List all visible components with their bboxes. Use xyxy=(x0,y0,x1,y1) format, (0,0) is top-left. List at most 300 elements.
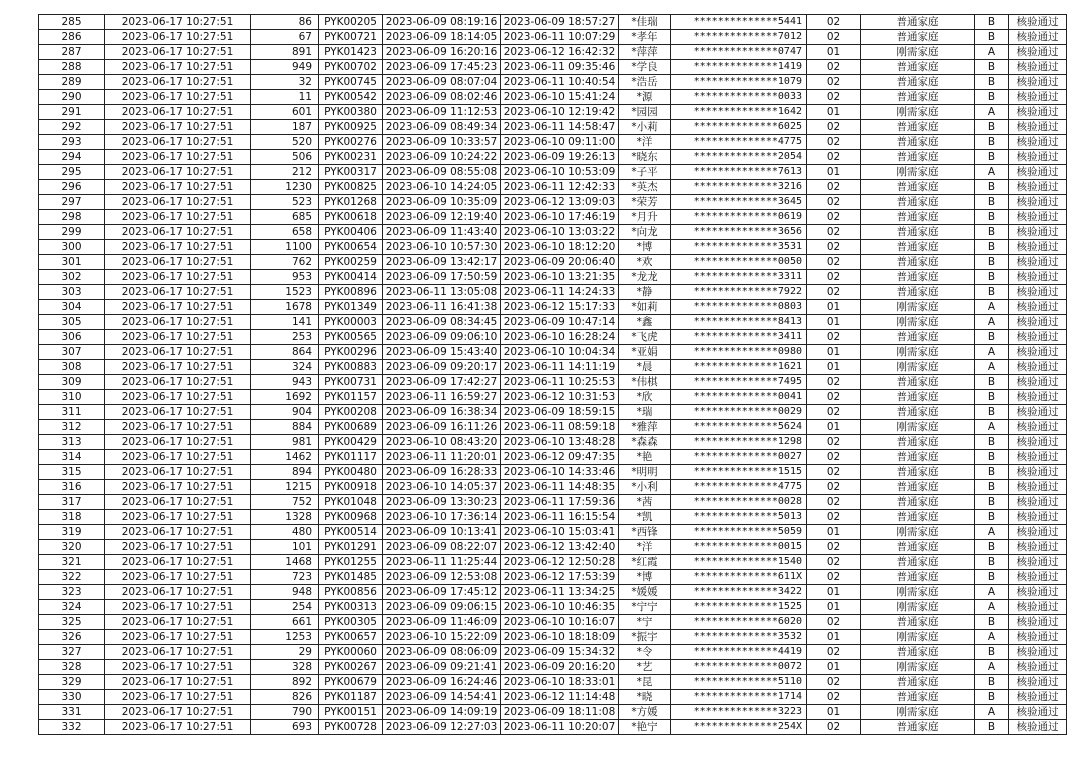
cell-number: 141 xyxy=(251,315,319,330)
cell-household-type: 普通家庭 xyxy=(861,60,975,75)
cell-status: 核验通过 xyxy=(1009,195,1067,210)
cell-start-time: 2023-06-09 11:43:40 xyxy=(383,225,501,240)
cell-type-code: 02 xyxy=(807,480,861,495)
cell-start-time: 2023-06-10 08:43:20 xyxy=(383,435,501,450)
cell-household-type: 普通家庭 xyxy=(861,30,975,45)
table-row xyxy=(39,615,1067,630)
cell-seq: 315 xyxy=(39,465,105,480)
cell-id-masked: **************3311 xyxy=(671,270,807,285)
cell-grade: B xyxy=(975,180,1009,195)
cell-report-time: 2023-06-17 10:27:51 xyxy=(105,120,251,135)
cell-end-time: 2023-06-11 09:35:46 xyxy=(501,60,619,75)
cell-id-masked: **************0980 xyxy=(671,345,807,360)
cell-status: 核验通过 xyxy=(1009,645,1067,660)
table-row xyxy=(39,555,1067,570)
cell-id: PYK00276 xyxy=(319,135,383,150)
cell-report-time: 2023-06-17 10:27:51 xyxy=(105,585,251,600)
cell-household-type: 刚需家庭 xyxy=(861,45,975,60)
table-row xyxy=(39,570,1067,585)
cell-status: 核验通过 xyxy=(1009,510,1067,525)
cell-id: PYK00151 xyxy=(319,705,383,720)
cell-household-type: 普通家庭 xyxy=(861,390,975,405)
cell-household-type: 刚需家庭 xyxy=(861,660,975,675)
table-row xyxy=(39,585,1067,600)
cell-id: PYK01423 xyxy=(319,45,383,60)
cell-seq: 304 xyxy=(39,300,105,315)
cell-status: 核验通过 xyxy=(1009,225,1067,240)
cell-name: *方媛 xyxy=(619,705,671,720)
cell-grade: B xyxy=(975,330,1009,345)
cell-seq: 308 xyxy=(39,360,105,375)
cell-id: PYK01157 xyxy=(319,390,383,405)
cell-seq: 313 xyxy=(39,435,105,450)
cell-end-time: 2023-06-12 17:53:39 xyxy=(501,570,619,585)
cell-name: *浩岳 xyxy=(619,75,671,90)
cell-status: 核验通过 xyxy=(1009,495,1067,510)
cell-number: 826 xyxy=(251,690,319,705)
cell-name: *振宇 xyxy=(619,630,671,645)
cell-name: *艳 xyxy=(619,450,671,465)
cell-id-masked: **************5624 xyxy=(671,420,807,435)
cell-status: 核验通过 xyxy=(1009,690,1067,705)
cell-status: 核验通过 xyxy=(1009,90,1067,105)
cell-id: PYK00060 xyxy=(319,645,383,660)
cell-status: 核验通过 xyxy=(1009,600,1067,615)
cell-id-masked: **************0072 xyxy=(671,660,807,675)
cell-start-time: 2023-06-09 11:12:53 xyxy=(383,105,501,120)
cell-id: PYK01048 xyxy=(319,495,383,510)
cell-name: *如莉 xyxy=(619,300,671,315)
cell-end-time: 2023-06-10 10:46:35 xyxy=(501,600,619,615)
cell-seq: 289 xyxy=(39,75,105,90)
table-body xyxy=(39,15,1067,735)
cell-seq: 301 xyxy=(39,255,105,270)
cell-report-time: 2023-06-17 10:27:51 xyxy=(105,60,251,75)
cell-number: 693 xyxy=(251,720,319,735)
cell-id-masked: **************4775 xyxy=(671,480,807,495)
cell-number: 601 xyxy=(251,105,319,120)
cell-status: 核验通过 xyxy=(1009,345,1067,360)
cell-end-time: 2023-06-10 13:03:22 xyxy=(501,225,619,240)
cell-name: *小利 xyxy=(619,480,671,495)
cell-seq: 326 xyxy=(39,630,105,645)
cell-name: *月升 xyxy=(619,210,671,225)
cell-type-code: 02 xyxy=(807,405,861,420)
cell-seq: 297 xyxy=(39,195,105,210)
cell-number: 480 xyxy=(251,525,319,540)
table-row xyxy=(39,300,1067,315)
cell-status: 核验通过 xyxy=(1009,705,1067,720)
cell-name: *令 xyxy=(619,645,671,660)
cell-report-time: 2023-06-17 10:27:51 xyxy=(105,480,251,495)
cell-id-masked: **************3531 xyxy=(671,240,807,255)
cell-end-time: 2023-06-10 13:48:28 xyxy=(501,435,619,450)
cell-number: 953 xyxy=(251,270,319,285)
cell-end-time: 2023-06-12 11:14:48 xyxy=(501,690,619,705)
cell-household-type: 普通家庭 xyxy=(861,75,975,90)
cell-id: PYK00380 xyxy=(319,105,383,120)
cell-id: PYK00317 xyxy=(319,165,383,180)
cell-household-type: 普通家庭 xyxy=(861,270,975,285)
table-row xyxy=(39,660,1067,675)
cell-report-time: 2023-06-17 10:27:51 xyxy=(105,450,251,465)
cell-start-time: 2023-06-09 12:53:08 xyxy=(383,570,501,585)
cell-report-time: 2023-06-17 10:27:51 xyxy=(105,75,251,90)
cell-report-time: 2023-06-17 10:27:51 xyxy=(105,30,251,45)
cell-id: PYK00565 xyxy=(319,330,383,345)
cell-household-type: 普通家庭 xyxy=(861,15,975,30)
cell-seq: 317 xyxy=(39,495,105,510)
cell-end-time: 2023-06-11 13:34:25 xyxy=(501,585,619,600)
cell-start-time: 2023-06-09 16:24:46 xyxy=(383,675,501,690)
cell-type-code: 02 xyxy=(807,495,861,510)
cell-id: PYK00542 xyxy=(319,90,383,105)
cell-grade: B xyxy=(975,570,1009,585)
cell-name: *博 xyxy=(619,570,671,585)
cell-start-time: 2023-06-09 17:42:27 xyxy=(383,375,501,390)
cell-end-time: 2023-06-10 18:18:09 xyxy=(501,630,619,645)
cell-id-masked: **************0027 xyxy=(671,450,807,465)
cell-id: PYK00689 xyxy=(319,420,383,435)
cell-end-time: 2023-06-10 13:21:35 xyxy=(501,270,619,285)
cell-id: PYK00414 xyxy=(319,270,383,285)
cell-id-masked: **************1298 xyxy=(671,435,807,450)
cell-status: 核验通过 xyxy=(1009,525,1067,540)
cell-name: *艺 xyxy=(619,660,671,675)
cell-start-time: 2023-06-09 10:35:09 xyxy=(383,195,501,210)
cell-seq: 294 xyxy=(39,150,105,165)
cell-status: 核验通过 xyxy=(1009,555,1067,570)
cell-household-type: 普通家庭 xyxy=(861,465,975,480)
cell-id-masked: **************0033 xyxy=(671,90,807,105)
cell-name: *博 xyxy=(619,240,671,255)
cell-start-time: 2023-06-09 16:20:16 xyxy=(383,45,501,60)
cell-name: *亚娟 xyxy=(619,345,671,360)
cell-end-time: 2023-06-11 10:40:54 xyxy=(501,75,619,90)
cell-report-time: 2023-06-17 10:27:51 xyxy=(105,570,251,585)
cell-seq: 303 xyxy=(39,285,105,300)
cell-id-masked: **************7495 xyxy=(671,375,807,390)
cell-start-time: 2023-06-09 15:43:40 xyxy=(383,345,501,360)
table-row xyxy=(39,525,1067,540)
cell-report-time: 2023-06-17 10:27:51 xyxy=(105,300,251,315)
table-row xyxy=(39,210,1067,225)
cell-end-time: 2023-06-11 16:15:54 xyxy=(501,510,619,525)
cell-number: 864 xyxy=(251,345,319,360)
cell-household-type: 普通家庭 xyxy=(861,135,975,150)
cell-number: 1230 xyxy=(251,180,319,195)
cell-report-time: 2023-06-17 10:27:51 xyxy=(105,660,251,675)
cell-status: 核验通过 xyxy=(1009,480,1067,495)
cell-id-masked: **************0028 xyxy=(671,495,807,510)
cell-number: 328 xyxy=(251,660,319,675)
cell-id: PYK00825 xyxy=(319,180,383,195)
cell-start-time: 2023-06-09 11:46:09 xyxy=(383,615,501,630)
cell-start-time: 2023-06-09 08:07:04 xyxy=(383,75,501,90)
cell-number: 949 xyxy=(251,60,319,75)
cell-name: *鑫 xyxy=(619,315,671,330)
cell-seq: 312 xyxy=(39,420,105,435)
cell-report-time: 2023-06-17 10:27:51 xyxy=(105,420,251,435)
cell-name: *媛媛 xyxy=(619,585,671,600)
table-row xyxy=(39,180,1067,195)
cell-number: 523 xyxy=(251,195,319,210)
cell-number: 752 xyxy=(251,495,319,510)
cell-grade: A xyxy=(975,105,1009,120)
cell-id-masked: **************6020 xyxy=(671,615,807,630)
cell-grade: B xyxy=(975,690,1009,705)
cell-number: 101 xyxy=(251,540,319,555)
cell-start-time: 2023-06-09 16:11:26 xyxy=(383,420,501,435)
cell-seq: 288 xyxy=(39,60,105,75)
cell-start-time: 2023-06-09 16:38:34 xyxy=(383,405,501,420)
cell-report-time: 2023-06-17 10:27:51 xyxy=(105,240,251,255)
cell-household-type: 普通家庭 xyxy=(861,225,975,240)
cell-id: PYK00618 xyxy=(319,210,383,225)
cell-id-masked: **************1621 xyxy=(671,360,807,375)
cell-seq: 327 xyxy=(39,645,105,660)
cell-id-masked: **************3216 xyxy=(671,180,807,195)
cell-status: 核验通过 xyxy=(1009,465,1067,480)
cell-end-time: 2023-06-09 18:11:08 xyxy=(501,705,619,720)
cell-end-time: 2023-06-11 10:07:29 xyxy=(501,30,619,45)
cell-name: *晓东 xyxy=(619,150,671,165)
cell-number: 685 xyxy=(251,210,319,225)
cell-start-time: 2023-06-10 15:22:09 xyxy=(383,630,501,645)
cell-type-code: 01 xyxy=(807,705,861,720)
cell-id: PYK01268 xyxy=(319,195,383,210)
cell-seq: 314 xyxy=(39,450,105,465)
cell-report-time: 2023-06-17 10:27:51 xyxy=(105,540,251,555)
cell-grade: B xyxy=(975,195,1009,210)
cell-name: *森森 xyxy=(619,435,671,450)
cell-report-time: 2023-06-17 10:27:51 xyxy=(105,465,251,480)
cell-id: PYK00259 xyxy=(319,255,383,270)
cell-grade: B xyxy=(975,75,1009,90)
cell-status: 核验通过 xyxy=(1009,270,1067,285)
cell-end-time: 2023-06-11 14:58:47 xyxy=(501,120,619,135)
cell-grade: B xyxy=(975,555,1009,570)
cell-grade: B xyxy=(975,465,1009,480)
cell-id: PYK01255 xyxy=(319,555,383,570)
cell-end-time: 2023-06-10 15:03:41 xyxy=(501,525,619,540)
cell-number: 1253 xyxy=(251,630,319,645)
table-row xyxy=(39,375,1067,390)
cell-start-time: 2023-06-09 10:24:22 xyxy=(383,150,501,165)
table-row xyxy=(39,90,1067,105)
cell-start-time: 2023-06-11 11:20:01 xyxy=(383,450,501,465)
cell-type-code: 01 xyxy=(807,420,861,435)
table-row xyxy=(39,465,1067,480)
cell-type-code: 02 xyxy=(807,645,861,660)
cell-id: PYK00728 xyxy=(319,720,383,735)
cell-number: 904 xyxy=(251,405,319,420)
cell-report-time: 2023-06-17 10:27:51 xyxy=(105,690,251,705)
cell-end-time: 2023-06-09 15:34:32 xyxy=(501,645,619,660)
cell-type-code: 02 xyxy=(807,75,861,90)
cell-start-time: 2023-06-09 17:45:12 xyxy=(383,585,501,600)
cell-start-time: 2023-06-11 16:41:38 xyxy=(383,300,501,315)
table-row xyxy=(39,600,1067,615)
cell-number: 891 xyxy=(251,45,319,60)
cell-household-type: 普通家庭 xyxy=(861,330,975,345)
cell-seq: 290 xyxy=(39,90,105,105)
cell-id-masked: **************0747 xyxy=(671,45,807,60)
cell-start-time: 2023-06-09 16:28:33 xyxy=(383,465,501,480)
table-row xyxy=(39,345,1067,360)
cell-id: PYK01291 xyxy=(319,540,383,555)
cell-status: 核验通过 xyxy=(1009,615,1067,630)
cell-id: PYK00654 xyxy=(319,240,383,255)
cell-number: 1678 xyxy=(251,300,319,315)
cell-report-time: 2023-06-17 10:27:51 xyxy=(105,135,251,150)
cell-id: PYK00208 xyxy=(319,405,383,420)
cell-household-type: 普通家庭 xyxy=(861,450,975,465)
cell-household-type: 普通家庭 xyxy=(861,495,975,510)
cell-number: 212 xyxy=(251,165,319,180)
cell-report-time: 2023-06-17 10:27:51 xyxy=(105,555,251,570)
cell-grade: A xyxy=(975,585,1009,600)
records-table xyxy=(38,14,1067,735)
cell-report-time: 2023-06-17 10:27:51 xyxy=(105,195,251,210)
cell-id-masked: **************8413 xyxy=(671,315,807,330)
cell-start-time: 2023-06-09 09:21:41 xyxy=(383,660,501,675)
cell-id: PYK00305 xyxy=(319,615,383,630)
cell-end-time: 2023-06-09 18:57:27 xyxy=(501,15,619,30)
cell-status: 核验通过 xyxy=(1009,315,1067,330)
cell-status: 核验通过 xyxy=(1009,570,1067,585)
cell-name: *欢 xyxy=(619,255,671,270)
cell-id-masked: **************0619 xyxy=(671,210,807,225)
cell-household-type: 普通家庭 xyxy=(861,690,975,705)
cell-number: 1100 xyxy=(251,240,319,255)
cell-end-time: 2023-06-11 14:24:33 xyxy=(501,285,619,300)
cell-household-type: 刚需家庭 xyxy=(861,165,975,180)
table-row xyxy=(39,630,1067,645)
cell-grade: A xyxy=(975,420,1009,435)
cell-name: *瑞 xyxy=(619,405,671,420)
cell-number: 661 xyxy=(251,615,319,630)
cell-end-time: 2023-06-10 16:28:24 xyxy=(501,330,619,345)
cell-household-type: 普通家庭 xyxy=(861,240,975,255)
cell-start-time: 2023-06-09 17:45:23 xyxy=(383,60,501,75)
cell-end-time: 2023-06-12 13:09:03 xyxy=(501,195,619,210)
cell-id-masked: **************611X xyxy=(671,570,807,585)
cell-end-time: 2023-06-12 15:17:33 xyxy=(501,300,619,315)
cell-seq: 318 xyxy=(39,510,105,525)
cell-status: 核验通过 xyxy=(1009,15,1067,30)
cell-name: *孝年 xyxy=(619,30,671,45)
cell-grade: B xyxy=(975,405,1009,420)
cell-start-time: 2023-06-09 08:22:07 xyxy=(383,540,501,555)
cell-start-time: 2023-06-09 12:27:03 xyxy=(383,720,501,735)
cell-grade: B xyxy=(975,615,1009,630)
cell-status: 核验通过 xyxy=(1009,375,1067,390)
cell-name: *园园 xyxy=(619,105,671,120)
cell-report-time: 2023-06-17 10:27:51 xyxy=(105,360,251,375)
cell-type-code: 01 xyxy=(807,585,861,600)
cell-grade: B xyxy=(975,375,1009,390)
cell-type-code: 02 xyxy=(807,255,861,270)
cell-type-code: 02 xyxy=(807,615,861,630)
cell-end-time: 2023-06-11 10:20:07 xyxy=(501,720,619,735)
cell-type-code: 02 xyxy=(807,270,861,285)
cell-report-time: 2023-06-17 10:27:51 xyxy=(105,150,251,165)
cell-id-masked: **************0050 xyxy=(671,255,807,270)
cell-seq: 305 xyxy=(39,315,105,330)
cell-report-time: 2023-06-17 10:27:51 xyxy=(105,315,251,330)
cell-id-masked: **************254X xyxy=(671,720,807,735)
cell-report-time: 2023-06-17 10:27:51 xyxy=(105,210,251,225)
cell-start-time: 2023-06-09 14:54:41 xyxy=(383,690,501,705)
cell-number: 762 xyxy=(251,255,319,270)
cell-household-type: 普通家庭 xyxy=(861,675,975,690)
cell-household-type: 普通家庭 xyxy=(861,90,975,105)
cell-end-time: 2023-06-11 14:48:35 xyxy=(501,480,619,495)
cell-type-code: 01 xyxy=(807,315,861,330)
cell-id-masked: **************1540 xyxy=(671,555,807,570)
cell-seq: 307 xyxy=(39,345,105,360)
cell-report-time: 2023-06-17 10:27:51 xyxy=(105,105,251,120)
cell-seq: 291 xyxy=(39,105,105,120)
cell-id-masked: **************6025 xyxy=(671,120,807,135)
cell-name: *西锋 xyxy=(619,525,671,540)
cell-start-time: 2023-06-10 17:36:14 xyxy=(383,510,501,525)
cell-seq: 296 xyxy=(39,180,105,195)
cell-id: PYK00205 xyxy=(319,15,383,30)
cell-grade: B xyxy=(975,90,1009,105)
cell-start-time: 2023-06-11 11:25:44 xyxy=(383,555,501,570)
cell-seq: 302 xyxy=(39,270,105,285)
cell-household-type: 刚需家庭 xyxy=(861,360,975,375)
cell-grade: A xyxy=(975,525,1009,540)
cell-household-type: 普通家庭 xyxy=(861,405,975,420)
cell-type-code: 01 xyxy=(807,360,861,375)
cell-start-time: 2023-06-09 08:02:46 xyxy=(383,90,501,105)
cell-grade: B xyxy=(975,255,1009,270)
cell-grade: B xyxy=(975,480,1009,495)
cell-name: *凯 xyxy=(619,510,671,525)
cell-end-time: 2023-06-09 10:47:14 xyxy=(501,315,619,330)
cell-seq: 328 xyxy=(39,660,105,675)
cell-type-code: 02 xyxy=(807,330,861,345)
cell-end-time: 2023-06-09 20:06:40 xyxy=(501,255,619,270)
table-row xyxy=(39,405,1067,420)
cell-type-code: 02 xyxy=(807,465,861,480)
cell-household-type: 刚需家庭 xyxy=(861,705,975,720)
cell-grade: A xyxy=(975,630,1009,645)
cell-report-time: 2023-06-17 10:27:51 xyxy=(105,270,251,285)
cell-number: 723 xyxy=(251,570,319,585)
cell-status: 核验通过 xyxy=(1009,255,1067,270)
cell-grade: B xyxy=(975,60,1009,75)
cell-type-code: 01 xyxy=(807,630,861,645)
cell-grade: B xyxy=(975,270,1009,285)
cell-seq: 322 xyxy=(39,570,105,585)
cell-household-type: 普通家庭 xyxy=(861,150,975,165)
table-row xyxy=(39,255,1067,270)
cell-type-code: 02 xyxy=(807,180,861,195)
cell-end-time: 2023-06-12 10:31:53 xyxy=(501,390,619,405)
cell-type-code: 01 xyxy=(807,300,861,315)
cell-grade: B xyxy=(975,150,1009,165)
cell-seq: 286 xyxy=(39,30,105,45)
table-row xyxy=(39,135,1067,150)
cell-grade: B xyxy=(975,225,1009,240)
cell-seq: 324 xyxy=(39,600,105,615)
cell-name: *飞虎 xyxy=(619,330,671,345)
cell-grade: B xyxy=(975,675,1009,690)
